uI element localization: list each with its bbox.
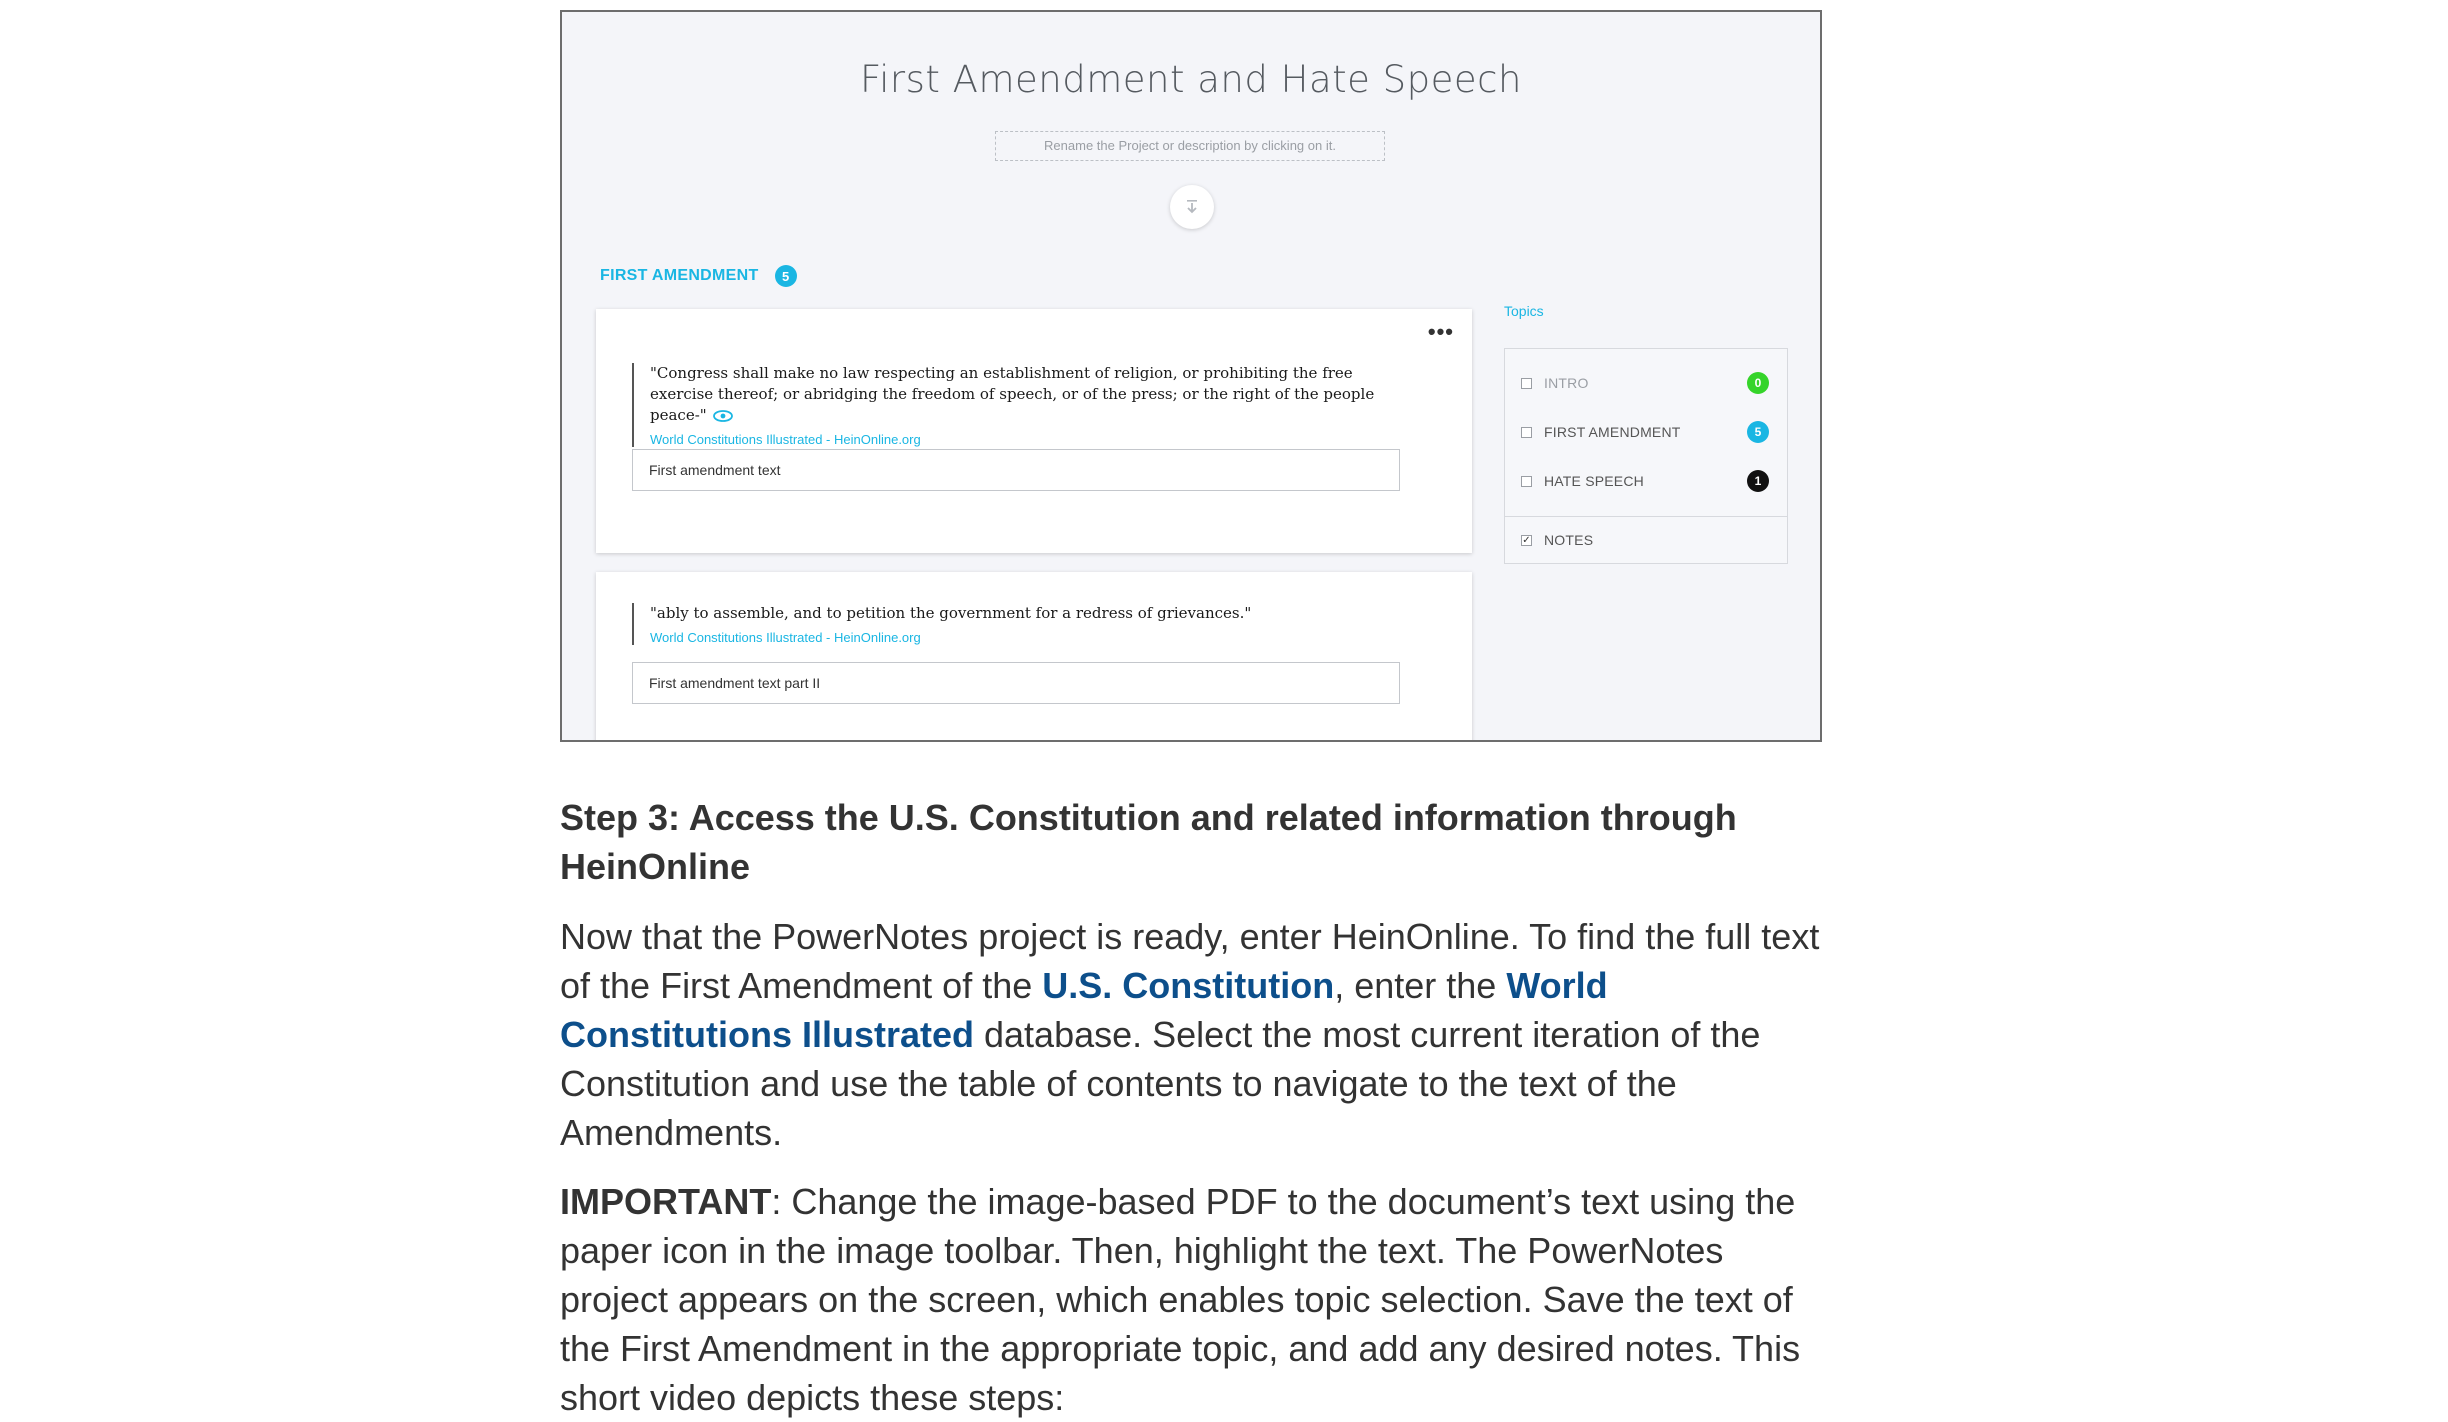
paragraph-instructions <box>560 912 1830 1157</box>
section-count-badge: 5 <box>775 265 797 287</box>
note-input[interactable]: First amendment text part II <box>632 662 1400 704</box>
topic-checkbox[interactable] <box>1521 427 1532 438</box>
paragraph-important <box>560 1177 1830 1422</box>
world-constitutions-link[interactable]: World Constitutions Illustrated <box>560 965 1608 1055</box>
note-card[interactable] <box>596 309 1472 553</box>
topic-count-badge: 0 <box>1747 372 1769 394</box>
download-icon <box>1183 198 1201 216</box>
topic-checkbox[interactable] <box>1521 378 1532 389</box>
quote-source-link[interactable]: World Constitutions Illustrated - HeinOnline.org <box>650 630 921 645</box>
more-options-icon[interactable]: ••• <box>1427 319 1454 344</box>
topic-name: HATE SPEECH <box>1544 473 1644 489</box>
rename-hint[interactable]: Rename the Project or description by clicking on it. <box>995 131 1385 161</box>
us-constitution-link[interactable]: U.S. Constitution <box>1042 965 1335 1006</box>
topic-count-badge: 5 <box>1747 421 1769 443</box>
topic-name: FIRST AMENDMENT <box>1544 424 1681 440</box>
download-button[interactable] <box>1170 185 1214 229</box>
note-input[interactable]: First amendment text <box>632 449 1400 491</box>
quote-text: "Congress shall make no law respecting an establishment of religion, or prohibiting the free exercise thereof; or abridging the freedom of speech, or of the press; or the right of the people peace-" <box>650 364 1375 424</box>
quote-text: "ably to assemble, and to petition the government for a redress of grievances." <box>650 604 1252 622</box>
quote-source-link[interactable]: World Constitutions Illustrated - HeinOnline.org <box>650 432 921 447</box>
project-title[interactable]: First Amendment and Hate Speech <box>860 58 1522 101</box>
note-card[interactable] <box>596 572 1472 742</box>
step-heading: Step 3: Access the U.S. Constitution and related information through HeinOnline <box>560 797 1737 887</box>
topic-item-hate-speech[interactable] <box>1521 467 1769 495</box>
text-run: database. Select the most current iteration of the Constitution and use the table of contents to navigate to the text of the Amendments. <box>560 1014 1761 1153</box>
topic-name: INTRO <box>1544 375 1589 391</box>
topic-count-badge: 1 <box>1747 470 1769 492</box>
section-header <box>600 265 797 287</box>
quote-block <box>632 603 1400 645</box>
topic-checkbox[interactable] <box>1521 476 1532 487</box>
text-run: , enter the <box>1334 965 1507 1006</box>
section-label[interactable]: FIRST AMENDMENT <box>600 267 759 284</box>
text-run: Now that the PowerNotes project is ready, enter HeinOnline. To find the full text of the First Amendment of the <box>560 916 1820 1006</box>
powernotes-screenshot <box>560 10 1822 742</box>
topic-item-first-amendment[interactable] <box>1521 418 1769 446</box>
text-run: : Change the image-based PDF to the document’s text using the paper icon in the image toolbar. Then, highlight the text. The PowerNotes project appears on the screen, which enables topic selection. Save the text of the First Amendment in the appropriate topic, and add any desired notes. This short video depicts these steps: <box>560 1181 1801 1418</box>
topics-panel <box>1504 348 1788 564</box>
important-label: IMPORTANT <box>560 1181 772 1222</box>
eye-icon[interactable] <box>713 410 733 422</box>
topic-item-notes[interactable] <box>1521 526 1769 554</box>
topics-label: Topics <box>1504 303 1544 319</box>
checked-checkbox-icon[interactable]: ✓ <box>1522 534 1531 546</box>
quote-block <box>632 363 1400 447</box>
topics-divider <box>1505 516 1787 517</box>
topic-item-intro[interactable] <box>1521 369 1769 397</box>
topic-name: NOTES <box>1544 532 1594 548</box>
